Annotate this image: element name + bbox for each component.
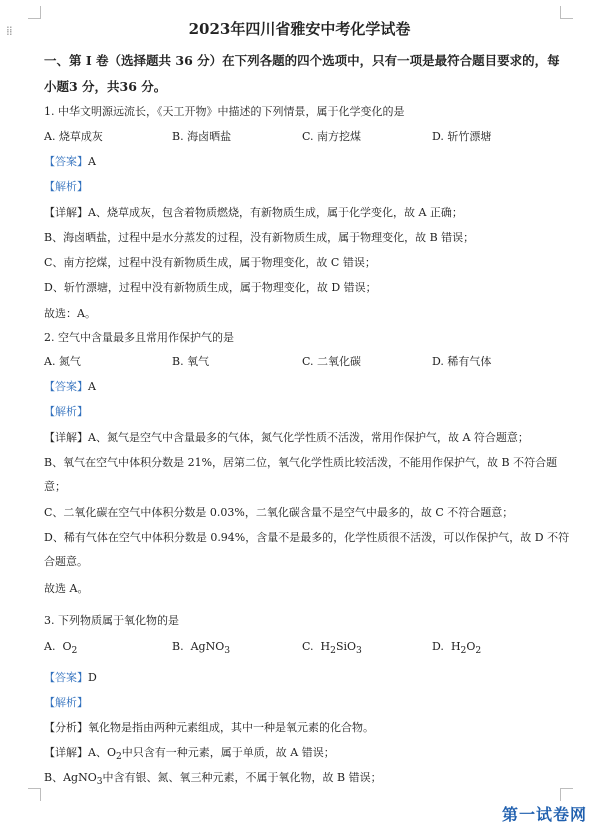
q1-analysis-tag: 【解析】 — [44, 180, 88, 193]
q1-conclusion: 故选：A。 — [44, 307, 96, 320]
drag-handle-icon[interactable]: ⁞⁞ — [6, 24, 12, 38]
section-heading-line1: 一、第 I 卷（选择题共 36 分）在下列各题的四个选项中，只有一项是最符合题目要求的，每 — [44, 53, 560, 68]
answer-tag: 【答案】 — [44, 671, 88, 684]
fenxi-tag: 【分析】 — [44, 721, 88, 734]
q2-conclusion: 故选 A。 — [44, 582, 89, 595]
q1-option-b: B. 海卤晒盐 — [172, 130, 232, 143]
q1-stem: 1. 中华文明源远流长，《天工开物》中描述的下列情景，属于化学变化的是 — [44, 105, 405, 118]
q1-options — [44, 128, 564, 144]
detail-tag: 【详解】 — [44, 746, 88, 759]
q1-option-a: A. 烧草成灰 — [44, 130, 103, 143]
site-brand-watermark[interactable]: 第一试卷网 — [501, 805, 587, 824]
q2-line-b-cont: 意； — [44, 480, 66, 493]
answer-tag: 【答案】 — [44, 155, 88, 168]
q2-line-c: C、二氧化碳在空气中体积分数是 0.03%，二氧化碳含量不是空气中最多的，故 C 不符合题意； — [44, 506, 514, 519]
q2-line-d: D、稀有气体在空气中体积分数是 0.94%，含量不是最多的，化学性质很不活泼，可以作保护气，故 D 不符 — [44, 531, 570, 544]
q1-detail — [44, 204, 575, 220]
crop-mark-bottom-left — [28, 788, 41, 801]
q2-analysis-tag: 【解析】 — [44, 405, 88, 418]
q3-options — [44, 640, 564, 656]
answer-tag: 【答案】 — [44, 380, 88, 393]
q3-fenxi — [44, 719, 575, 735]
q2-line-b: B、氧气在空气中体积分数是 21%，居第二位，氧气化学性质比较活泼，不能用作保护气，故 B 不符合题 — [44, 456, 558, 469]
detail-tag: 【详解】 — [44, 431, 88, 444]
q3-option-c: C. $H_2SiO_3$ — [302, 640, 362, 657]
section-heading — [44, 48, 571, 100]
q3-stem: 3. 下列物质属于氧化物的是 — [44, 614, 179, 627]
q2-line-d-cont: 合题意。 — [44, 555, 88, 568]
q2-options — [44, 353, 564, 369]
q1-detail-text: A、烧草成灰，包含着物质燃烧，有新物质生成，属于化学变化，故 A 正确； — [88, 206, 463, 219]
q3-fenxi-text: 氧化物是指由两种元素组成，其中一种是氧元素的化合物。 — [88, 721, 374, 734]
q3-line-b: B、AgNO$_3$中含有银、氮、氧三种元素，不属于氧化物，故 B 错误； — [44, 771, 382, 788]
q1-line-d: D、斩竹漂塘，过程中没有新物质生成，属于物理变化，故 D 错误； — [44, 281, 377, 294]
q2-option-b: B. 氧气 — [172, 355, 210, 368]
q1-answer — [44, 153, 575, 169]
q2-detail-text: A、氮气是空气中含量最多的气体，氮气化学性质不活泼，常用作保护气，故 A 符合题意； — [88, 431, 529, 444]
q1-option-d: D. 斩竹漂塘 — [432, 130, 492, 143]
q1-answer-value: A — [88, 155, 96, 168]
q3-answer — [44, 669, 575, 685]
q2-option-d: D. 稀有气体 — [432, 355, 492, 368]
q2-option-c: C. 二氧化碳 — [302, 355, 362, 368]
q1-option-c: C. 南方挖煤 — [302, 130, 362, 143]
q2-answer — [44, 378, 575, 394]
q3-answer-value: D — [88, 671, 97, 684]
q3-option-b: B. AgNO$_3$ — [172, 640, 231, 657]
q2-answer-value: A — [88, 380, 96, 393]
q2-stem: 2. 空气中含量最多且常用作保护气的是 — [44, 331, 234, 344]
q2-option-a: A. 氮气 — [44, 355, 81, 368]
detail-tag: 【详解】 — [44, 206, 88, 219]
q3-analysis-tag: 【解析】 — [44, 696, 88, 709]
q3-option-a: A. $O_2$ — [44, 640, 78, 657]
q1-line-c: C、南方挖煤，过程中没有新物质生成，属于物理变化，故 C 错误； — [44, 256, 376, 269]
q3-detail: 【详解】A、$O_2$中只含有一种元素，属于单质，故 A 错误； — [44, 746, 335, 763]
q1-line-b: B、海卤晒盐，过程中是水分蒸发的过程，没有新物质生成，属于物理变化，故 B 错误； — [44, 231, 475, 244]
crop-mark-bottom-right — [560, 788, 573, 801]
q2-detail — [44, 429, 575, 445]
page-title: 2023年四川省雅安中考化学试卷 — [188, 20, 411, 38]
q3-option-d: D. $H_2O_2$ — [432, 640, 482, 657]
section-heading-line2: 小题3 分，共36 分。 — [44, 79, 167, 94]
